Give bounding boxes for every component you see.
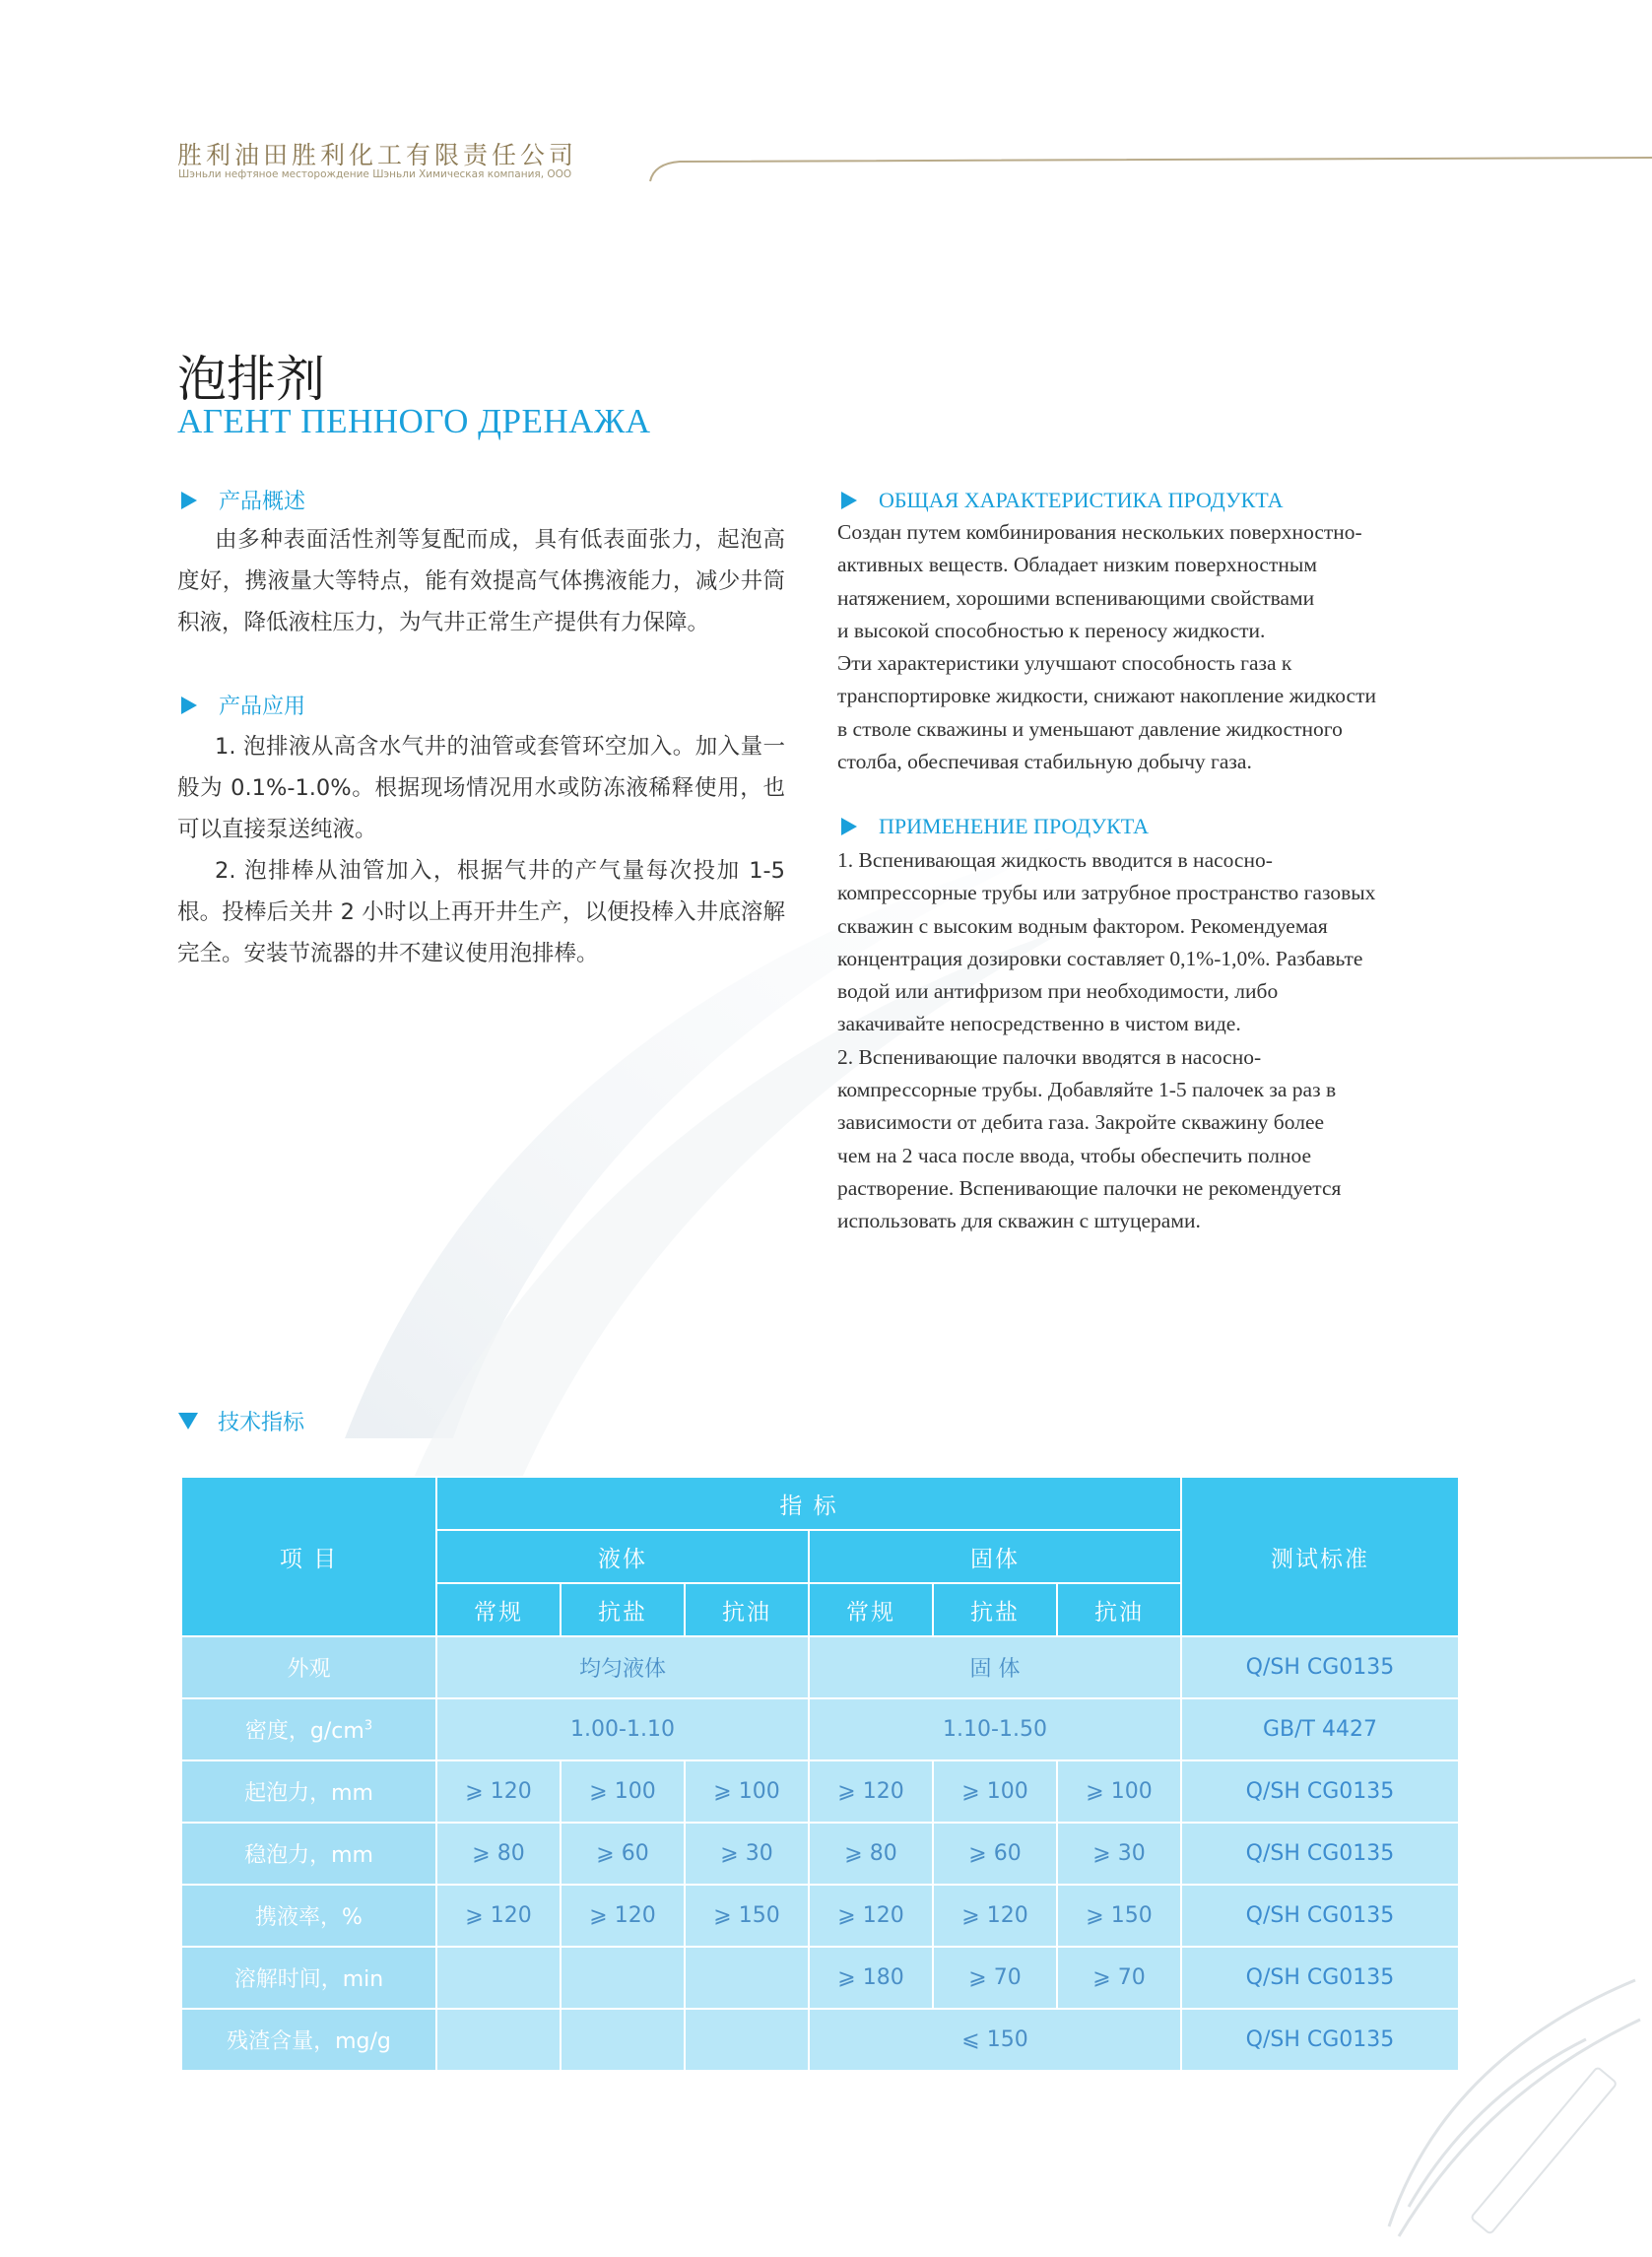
cell-solid: 1.10-1.50 (809, 1698, 1181, 1760)
header-item: 项 目 (181, 1477, 436, 1636)
triangle-right-icon (181, 492, 197, 509)
triangle-right-icon (181, 697, 197, 714)
row-label: 密度，$g/cm^3$ (181, 1698, 436, 1760)
table-row (181, 1823, 1459, 1885)
application-ru-line: 2. Вспенивающие палочки вводятся в насосно- (837, 1044, 1262, 1069)
cell-standard: Q/SH CG0135 (1181, 1947, 1459, 2009)
row-label: 稳泡力，mm (181, 1823, 436, 1885)
cell-value: ⩾ 120 (561, 1885, 685, 1947)
row-label: 溶解时间，min (181, 1947, 436, 2009)
application-paragraph-1: 1. 泡排液从高含水气井的油管或套管环空加入。加入量一般为 0.1%-1.0%。根据现场情况用水或防冻液稀释使用，也可以直接泵送纯液。 (177, 734, 785, 842)
cell-value: ⩾ 120 (809, 1885, 933, 1947)
general-ru-line: активных веществ. Обладает низким поверхностным (837, 553, 1317, 577)
overview-text: 由多种表面活性剂等复配而成，具有低表面张力，起泡高度好，携液量大等特点，能有效提高气体携液能力，减少井筒积液，降低液柱压力，为气井正常生产提供有力保障。 (177, 527, 785, 635)
cell-liquid: 1.00-1.10 (436, 1698, 809, 1760)
header-sub-oil: 抗油 (685, 1583, 809, 1636)
application-ru-text (837, 844, 1468, 1238)
application-ru-line: растворение. Вспенивающие палочки не рекомендуется (837, 1175, 1342, 1200)
section-general-ru-heading: ОБЩАЯ ХАРАКТЕРИСТИКА ПРОДУКТА (841, 488, 1284, 513)
cell-value: ⩾ 100 (933, 1760, 1057, 1823)
application-ru-line: водой или антифризом при необходимости, либо (837, 979, 1279, 1004)
general-ru-line: в стволе скважины и уменьшают давление жидкостного (837, 716, 1343, 741)
section-application-ru-heading: ПРИМЕНЕНИЕ ПРОДУКТА (841, 814, 1149, 839)
section-tech-heading: 技术指标 (178, 1406, 304, 1436)
cell-value (436, 2009, 561, 2071)
application-ru-line: закачивайте непосредственно в чистом виде. (837, 1012, 1241, 1036)
table-row (181, 2009, 1459, 2071)
cell-value: ⩾ 60 (561, 1823, 685, 1885)
application-ru-line: 1. Вспенивающая жидкость вводится в насосно- (837, 848, 1273, 872)
cell-standard: Q/SH CG0135 (1181, 1823, 1459, 1885)
triangle-right-icon (841, 818, 857, 835)
cell-liquid: 均匀液体 (436, 1636, 809, 1698)
cell-value: ⩾ 120 (933, 1885, 1057, 1947)
cell-value: ⩾ 70 (933, 1947, 1057, 2009)
cell-value: ⩾ 100 (561, 1760, 685, 1823)
cell-value (561, 2009, 685, 2071)
application-ru-line: компрессорные трубы. Добавляйте 1-5 палочек за раз в (837, 1078, 1337, 1102)
overview-text-block (177, 519, 785, 643)
header-liquid: 液体 (436, 1530, 809, 1583)
cell-standard: Q/SH CG0135 (1181, 2009, 1459, 2071)
cell-value: ⩾ 180 (809, 1947, 933, 2009)
cell-value: ⩾ 100 (685, 1760, 809, 1823)
general-ru-line: и высокой способностью к переносу жидкости. (837, 618, 1266, 642)
row-label: 残渣含量，mg/g (181, 2009, 436, 2071)
header-sub-salt: 抗盐 (933, 1583, 1057, 1636)
triangle-right-icon (841, 492, 857, 509)
table-row (181, 1698, 1459, 1760)
row-label: 外观 (181, 1636, 436, 1698)
table-row (181, 1885, 1459, 1947)
cell-value: ⩾ 30 (1057, 1823, 1181, 1885)
row-label: 携液率，% (181, 1885, 436, 1947)
section-overview-heading: 产品概述 (181, 485, 305, 515)
application-ru-line: использовать для скважин с штуцерами. (837, 1209, 1201, 1233)
company-watermark-logo (1369, 1960, 1645, 2256)
cell-value: ⩾ 80 (436, 1823, 561, 1885)
header-sub-regular: 常规 (809, 1583, 933, 1636)
cell-value: ⩾ 120 (809, 1760, 933, 1823)
cell-standard: Q/SH CG0135 (1181, 1885, 1459, 1947)
cell-standard: Q/SH CG0135 (1181, 1636, 1459, 1698)
general-ru-line: натяжением, хорошими вспенивающими свойствами (837, 585, 1315, 610)
cell-value: ⩾ 120 (436, 1760, 561, 1823)
header-solid: 固体 (809, 1530, 1181, 1583)
application-ru-line: скважин с высоким водным фактором. Рекомендуемая (837, 913, 1328, 938)
header-sub-regular: 常规 (436, 1583, 561, 1636)
table-row (181, 1947, 1459, 2009)
application-ru-line: концентрация дозировки составляет 0,1%-1,0%. Разбавьте (837, 946, 1363, 970)
general-ru-line: столба, обеспечивая стабильную добычу газа. (837, 750, 1252, 774)
cell-value: ⩾ 120 (436, 1885, 561, 1947)
cell-value: ⩾ 60 (933, 1823, 1057, 1885)
cell-value: ⩾ 150 (685, 1885, 809, 1947)
cell-value (436, 1947, 561, 2009)
table-row (181, 1636, 1459, 1698)
cell-solid: ⩽ 150 (809, 2009, 1181, 2071)
tech-spec-table (180, 1476, 1460, 2072)
cell-solid: 固 体 (809, 1636, 1181, 1698)
row-label: 起泡力，mm (181, 1760, 436, 1823)
general-ru-line: Эти характеристики улучшают способность газа к (837, 651, 1292, 676)
page-title-cn: 泡排剂 (177, 351, 325, 408)
table-row (181, 1760, 1459, 1823)
header-sub-oil: 抗油 (1057, 1583, 1181, 1636)
section-application-heading: 产品应用 (181, 690, 305, 720)
application-ru-line: зависимости от дебита газа. Закройте скважину более (837, 1110, 1325, 1135)
cell-standard: GB/T 4427 (1181, 1698, 1459, 1760)
cell-value: ⩾ 100 (1057, 1760, 1181, 1823)
company-name-cn: 胜利油田胜利化工有限责任公司 (177, 141, 578, 169)
page-title-ru: АГЕНТ ПЕННОГО ДРЕНАЖА (177, 402, 651, 440)
cell-value (561, 1947, 685, 2009)
application-ru-line: компрессорные трубы или затрубное пространство газовых (837, 881, 1376, 905)
header-sub-salt: 抗盐 (561, 1583, 685, 1636)
cell-value (685, 1947, 809, 2009)
cell-value: ⩾ 30 (685, 1823, 809, 1885)
header-indicator: 指 标 (436, 1477, 1181, 1530)
cell-value: ⩾ 70 (1057, 1947, 1181, 2009)
application-paragraph-2: 2. 泡排棒从油管加入，根据气井的产气量每次投加 1-5 根。投棒后关井 2 小时以上再开井生产，以便投棒入井底溶解完全。安装节流器的井不建议使用泡排棒。 (177, 858, 785, 966)
cell-value: ⩾ 150 (1057, 1885, 1181, 1947)
cell-value (685, 2009, 809, 2071)
cell-standard: Q/SH CG0135 (1181, 1760, 1459, 1823)
application-text-block (177, 726, 785, 974)
cell-value: ⩾ 80 (809, 1823, 933, 1885)
company-name-ru: Шэньли нефтяное месторождение Шэньли Химическая компания, ООО (178, 168, 572, 180)
header-divider-line (0, 0, 1652, 197)
application-ru-line: чем на 2 часа после ввода, чтобы обеспечить полное (837, 1143, 1312, 1167)
general-ru-text (837, 516, 1468, 778)
triangle-down-icon (178, 1413, 198, 1429)
general-ru-line: Создан путем комбинирования нескольких поверхностно- (837, 520, 1362, 544)
header-test-standard: 测试标准 (1181, 1477, 1459, 1636)
general-ru-line: транспортировке жидкости, снижают накопление жидкости (837, 684, 1376, 708)
